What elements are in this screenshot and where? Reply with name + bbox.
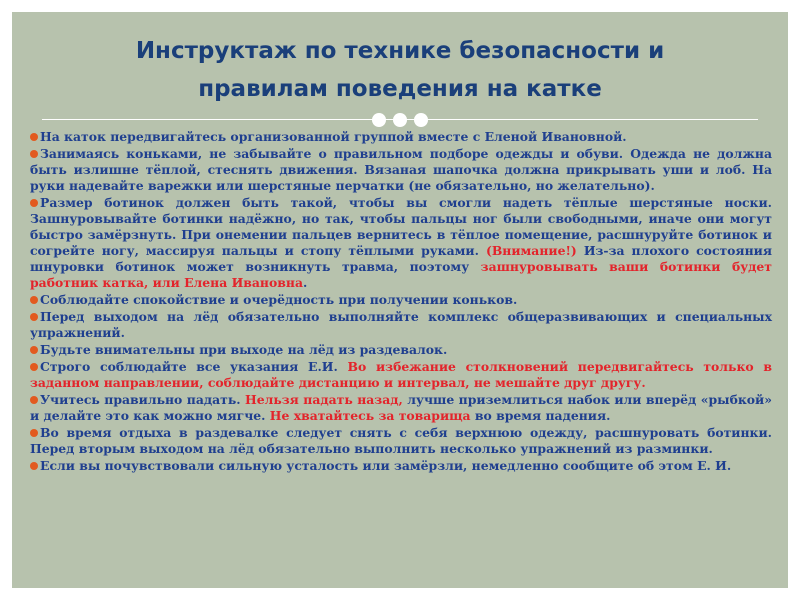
rule-text: . <box>302 275 308 290</box>
rule-text: Если вы почувствовали сильную усталость или замёрзли, немедленно сообщите об этом Е. И. <box>40 458 732 473</box>
bullet-icon <box>30 346 38 354</box>
bullet-icon <box>30 396 38 404</box>
rule-text: Учитесь правильно падать. <box>40 392 246 407</box>
rule-text-warning: Не хватайтесь за товарища <box>269 408 471 423</box>
title-line-1: Инструктаж по технике безопасности и <box>135 38 665 64</box>
bullet-icon <box>30 462 38 470</box>
bullet-icon <box>30 313 38 321</box>
rule-text: Во время отдыха в раздевалке следует снять с себя верхнюю одежду, расшнуровать ботинки. Перед вторым выходом на лёд обязательно выполнить несколько упражнений из разминки. <box>30 425 772 456</box>
title-divider <box>42 113 758 127</box>
rule-item <box>30 292 772 308</box>
bullet-icon <box>30 429 38 437</box>
bullet-icon <box>30 150 38 158</box>
rule-text: На каток передвигайтесь организованной группой вместе с Еленой Ивановной. <box>40 129 627 144</box>
divider-dot <box>393 113 407 127</box>
rule-text: Из-за плохого состояния шнуровки ботинок может возникнуть травма, поэтому <box>30 243 772 274</box>
rule-item <box>30 425 772 457</box>
bullet-icon <box>30 363 38 371</box>
rule-text-warning: зашнуровывать ваши ботинки будет работник катка, или Елена Ивановна <box>30 259 772 290</box>
rule-text: во время падения. <box>470 408 611 423</box>
rule-text: Соблюдайте спокойствие и очерёдность при получении коньков. <box>40 292 518 307</box>
divider-dot <box>372 113 386 127</box>
rule-item <box>30 458 772 474</box>
rule-text: лучше приземлиться набок или вперёд «рыбкой» и делайте это как можно мягче. <box>30 392 772 423</box>
rule-text: Размер ботинок должен быть такой, чтобы вы смогли надеть тёплые шерстяные носки. Зашнуровывайте ботинки надёжно, но так, чтобы пальцы ног были свободными, иначе они могут быстро замёрзнуть. При онемении пальцев вернитесь в тёплое помещение, расшнуруйте ботинок и согрейте ногу, массируя пальцы и стопу тёплыми руками. <box>30 195 772 258</box>
bullet-icon <box>30 199 38 207</box>
slide <box>12 12 788 588</box>
slide-title <box>12 32 788 108</box>
rule-item <box>30 342 772 358</box>
rule-text: Занимаясь коньками, не забывайте о правильном подборе одежды и обуви. Одежда не должна быть излишне тёплой, стеснять движения. Вязаная шапочка должна прикрывать уши и лоб. На руки надевайте варежки или шерстяные перчатки (не обязательно, но желательно). <box>30 146 772 193</box>
rule-text-warning: Нельзя падать назад, <box>245 392 403 407</box>
safety-rules-list <box>30 129 772 475</box>
title-line-2: правилам поведения на катке <box>198 76 602 102</box>
rule-item <box>30 392 772 424</box>
rule-text: Строго соблюдайте все указания Е.И. <box>40 359 348 374</box>
rule-item <box>30 359 772 391</box>
rule-text: Будьте внимательны при выходе на лёд из раздевалок. <box>40 342 448 357</box>
divider-dot <box>414 113 428 127</box>
bullet-icon <box>30 133 38 141</box>
rule-item <box>30 129 772 145</box>
bullet-icon <box>30 296 38 304</box>
rule-item <box>30 195 772 291</box>
rule-text-warning: (Внимание!) <box>485 243 577 258</box>
rule-text: Перед выходом на лёд обязательно выполняйте комплекс общеразвивающих и специальных упражнений. <box>30 309 772 340</box>
rule-item <box>30 146 772 194</box>
rule-item <box>30 309 772 341</box>
rule-text-warning: Во избежание столкновений передвигайтесь только в заданном направлении, соблюдайте дистанцию и интервал, не мешайте друг другу. <box>30 359 772 390</box>
